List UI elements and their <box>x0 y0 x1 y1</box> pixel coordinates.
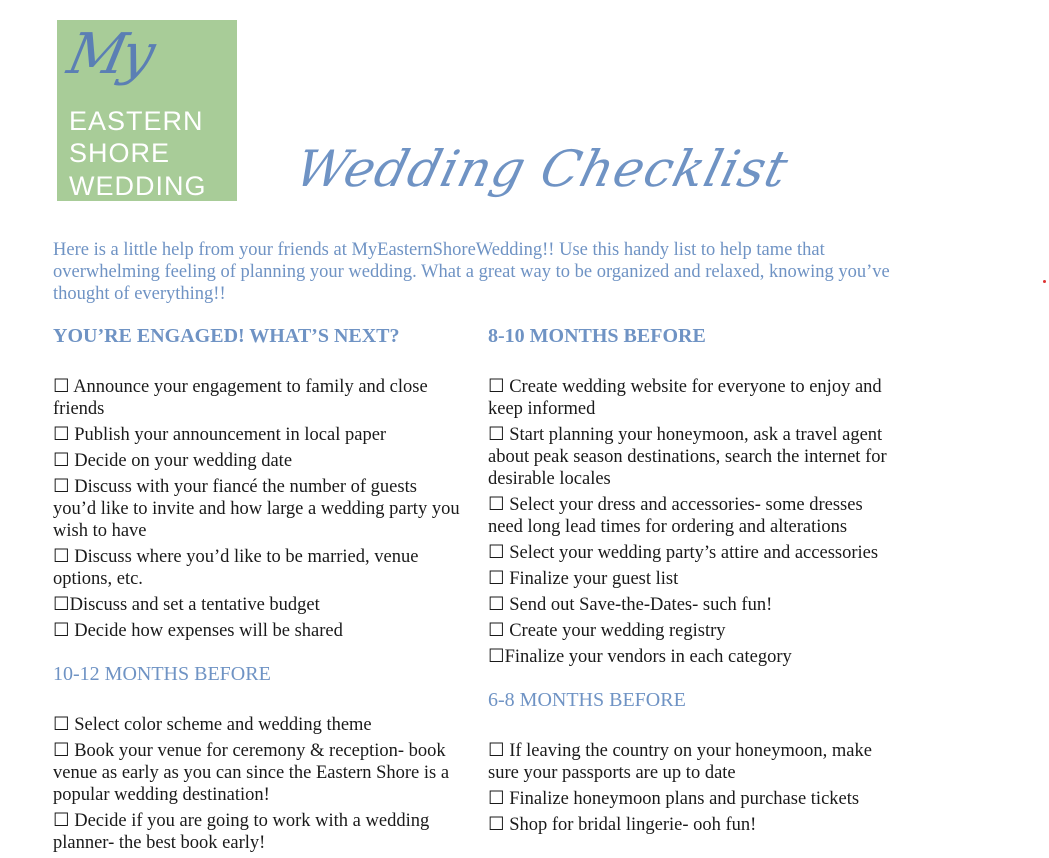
checklist-item[interactable]: ☐ Book your venue for ceremony & reception- book venue as early as you can since the Eastern Shore is a popular wedding destination! <box>53 741 450 805</box>
left-column <box>53 322 463 858</box>
right-column <box>488 322 888 840</box>
checklist-item[interactable]: ☐ Announce your engagement to family and close friends <box>53 377 428 419</box>
page-title: Wedding Checklist <box>289 140 795 198</box>
section-heading: 8-10 MONTHS BEFORE <box>488 325 706 347</box>
checklist-item[interactable]: ☐ Create wedding website for everyone to enjoy and keep informed <box>488 377 882 419</box>
checklist-item[interactable]: ☐ Create your wedding registry <box>488 621 726 641</box>
section-heading: 10-12 MONTHS BEFORE <box>53 663 271 685</box>
section-heading: 6-8 MONTHS BEFORE <box>488 689 686 711</box>
checklist-item[interactable]: ☐ Publish your announcement in local paper <box>53 425 387 445</box>
stray-dot <box>1043 280 1046 283</box>
logo <box>57 20 237 201</box>
section-10-12-months <box>53 660 463 854</box>
checklist-item[interactable]: ☐ Discuss where you’d like to be married, venue options, etc. <box>53 547 419 589</box>
checklist-item[interactable]: ☐ Decide on your wedding date <box>53 451 293 471</box>
section-8-10-months <box>488 322 888 668</box>
checklist-item[interactable]: ☐ Select your wedding party’s attire and accessories <box>488 543 879 563</box>
section-6-8-months <box>488 686 888 836</box>
checklist-item[interactable]: ☐ Finalize honeymoon plans and purchase tickets <box>488 789 860 809</box>
checklist <box>53 714 463 854</box>
logo-line-wedding: WEDDING <box>69 171 207 201</box>
checklist-item[interactable]: ☐ Discuss with your fiancé the number of guests you’d like to invite and how large a wedding party you wish to have <box>53 477 460 541</box>
logo-line-shore: SHORE <box>69 138 171 168</box>
checklist-item[interactable]: ☐Discuss and set a tentative budget <box>53 595 320 615</box>
logo-script: My <box>62 22 157 87</box>
checklist-item[interactable]: ☐ Send out Save-the-Dates- such fun! <box>488 595 773 615</box>
logo-line-eastern: EASTERN <box>69 106 204 136</box>
checklist-item[interactable]: ☐ Select your dress and accessories- some dresses need long lead times for ordering and alterations <box>488 495 863 537</box>
checklist-item[interactable]: ☐ Select color scheme and wedding theme <box>53 715 372 735</box>
section-engaged <box>53 322 463 642</box>
checklist <box>53 376 463 642</box>
intro-text: Here is a little help from your friends at MyEasternShoreWedding!! Use this handy list to help tame that overwhelming feeling of planning your wedding. What a great way to be organized and relaxed, knowing you’ve thought of everything!! <box>53 240 890 304</box>
checklist <box>488 376 888 668</box>
checklist-item[interactable]: ☐ Decide if you are going to work with a wedding planner- the best book early! <box>53 811 430 853</box>
checklist-item[interactable]: ☐ Start planning your honeymoon, ask a travel agent about peak season destinations, search the internet for desirable locales <box>488 425 887 489</box>
checklist-item[interactable]: ☐ Decide how expenses will be shared <box>53 621 343 641</box>
checklist-item[interactable]: ☐Finalize your vendors in each category <box>488 647 792 667</box>
section-heading: YOU’RE ENGAGED! WHAT’S NEXT? <box>53 325 400 347</box>
checklist-item[interactable]: ☐ Shop for bridal lingerie- ooh fun! <box>488 815 757 835</box>
checklist-item[interactable]: ☐ If leaving the country on your honeymoon, make sure your passports are up to date <box>488 741 872 783</box>
checklist-item[interactable]: ☐ Finalize your guest list <box>488 569 679 589</box>
checklist <box>488 740 888 836</box>
